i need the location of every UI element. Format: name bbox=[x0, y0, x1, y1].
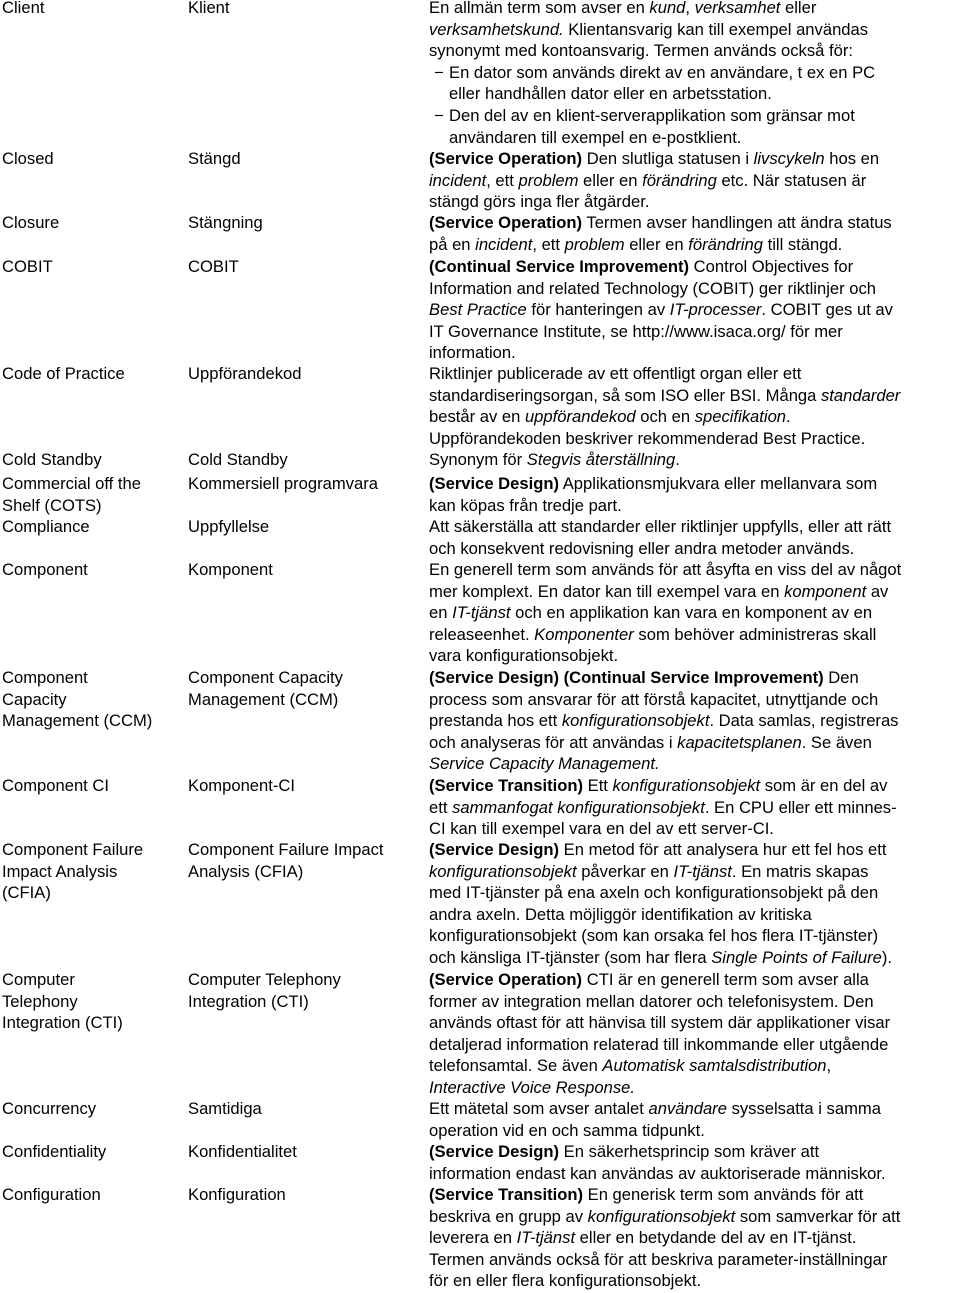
term-english-line: Cold Standby bbox=[2, 450, 102, 469]
term-english bbox=[2, 516, 178, 538]
definition-text: Uppförandekoden beskriver rekommenderad Best Practice. bbox=[429, 428, 866, 448]
glossary-reference: problem bbox=[564, 234, 625, 254]
term-swedish bbox=[188, 1184, 420, 1206]
term-english bbox=[2, 148, 178, 170]
definition-text: Klientansvarig kan till exempel användas bbox=[563, 19, 869, 39]
book-tag: (Service Design) bbox=[429, 1142, 560, 1161]
book-tag: (Continual Service Improvement) bbox=[429, 257, 690, 276]
definition-text: konfigurationsobjekt (som kan orsaka fel hos flera IT-tjänster) bbox=[429, 926, 879, 946]
term-definition bbox=[429, 212, 939, 255]
definition-text: Den slutliga statusen i bbox=[582, 149, 754, 168]
definition-line bbox=[429, 947, 939, 969]
term-swedish-line: Klient bbox=[188, 0, 230, 17]
glossary-reference: IT-tjänst bbox=[516, 1228, 576, 1248]
glossary-reference: användare bbox=[648, 1099, 727, 1118]
term-english-line: (CFIA) bbox=[2, 883, 51, 903]
definition-text: releaseenhet. bbox=[429, 624, 535, 644]
term-swedish-line: COBIT bbox=[188, 257, 239, 276]
definition-text: Termen används också för att beskriva parameter-inställningar bbox=[429, 1249, 888, 1269]
book-tag: (Service Transition) bbox=[429, 1185, 584, 1204]
definition-line bbox=[429, 363, 939, 385]
term-swedish bbox=[188, 559, 420, 581]
glossary-reference: kapacitetsplanen bbox=[677, 732, 802, 752]
term-english-line: Component bbox=[2, 560, 88, 579]
definition-line bbox=[429, 1227, 939, 1249]
definition-text: information endast kan användas av auktoriserade människor. bbox=[429, 1163, 886, 1183]
term-english bbox=[2, 473, 178, 516]
definition-line bbox=[429, 732, 939, 754]
glossary-reference: verksamhet bbox=[694, 0, 781, 17]
term-english bbox=[2, 256, 178, 278]
term-swedish bbox=[188, 1141, 420, 1163]
definition-line bbox=[429, 602, 939, 624]
definition-text: , bbox=[826, 1056, 832, 1076]
definition-text: beskriva en grupp av bbox=[429, 1206, 588, 1226]
glossary-reference: IT-tjänst bbox=[452, 603, 511, 623]
definition-text: Ett mätetal som avser antalet bbox=[429, 1099, 649, 1118]
definition-text: eller bbox=[780, 0, 817, 17]
term-swedish-line: Samtidiga bbox=[188, 1099, 262, 1118]
definition-text: hos en bbox=[824, 149, 880, 168]
definition-text: Applikationsmjukvara eller mellanvara som bbox=[559, 474, 878, 493]
definition-line bbox=[429, 385, 939, 407]
definition-line bbox=[429, 710, 939, 732]
definition-text: som behöver administreras skall bbox=[633, 624, 877, 644]
definition-text: former av integration mellan datorer och telefonisystem. Den bbox=[429, 991, 874, 1011]
definition-text: och konsekvent redovisning eller andra metoder används. bbox=[429, 538, 855, 558]
definition-text: för hanteringen av bbox=[526, 300, 670, 320]
definition-text: eller en betydande del av en IT-tjänst. bbox=[575, 1228, 857, 1248]
definition-text: Den del av en klient-serverapplikation som gränsar mot bbox=[449, 105, 855, 125]
glossary-reference: förändring bbox=[688, 234, 763, 254]
definition-text: Termen avser handlingen att ändra status bbox=[582, 213, 892, 232]
term-swedish-line: Component Capacity bbox=[188, 668, 343, 687]
term-english bbox=[2, 1098, 178, 1120]
glossary-reference: IT-processer bbox=[669, 300, 762, 320]
term-english-line: Closed bbox=[2, 149, 54, 168]
definition-line bbox=[429, 191, 939, 213]
term-english-line: Confidentiality bbox=[2, 1142, 107, 1161]
term-english-line: Compliance bbox=[2, 517, 90, 536]
definition-text: IT Governance Institute, se http://www.isaca.org/ för mer bbox=[429, 321, 843, 341]
term-swedish-line: Konfiguration bbox=[188, 1185, 286, 1204]
term-swedish bbox=[188, 0, 420, 19]
glossary-reference: Single Points of Failure bbox=[711, 947, 882, 967]
book-tag: (Service Design) (Continual Service Improvement) bbox=[429, 668, 824, 687]
definition-line bbox=[429, 861, 939, 883]
term-swedish-line: Uppförandekod bbox=[188, 364, 302, 383]
definition-text: telefonsamtal. Se även bbox=[429, 1056, 603, 1076]
definition-text: eller en bbox=[624, 234, 689, 254]
definition-line bbox=[429, 1098, 939, 1120]
definition-text: på en bbox=[429, 234, 476, 254]
definition-line bbox=[429, 581, 939, 603]
term-english-line: Computer bbox=[2, 970, 75, 989]
definition-text: Control Objectives for bbox=[689, 257, 854, 276]
definition-text: som samverkar för att bbox=[735, 1206, 901, 1226]
definition-line bbox=[429, 1184, 939, 1206]
definition-text: En allmän term som avser en bbox=[429, 0, 650, 17]
definition-text: av bbox=[866, 581, 889, 601]
term-english-line: Telephony bbox=[2, 991, 78, 1011]
term-english-line: Impact Analysis bbox=[2, 861, 118, 881]
definition-text: , ett bbox=[532, 234, 565, 254]
definition-text: sysselsatta i samma bbox=[726, 1099, 881, 1118]
term-english bbox=[2, 363, 178, 385]
definition-line bbox=[429, 127, 939, 149]
term-english-line: Component CI bbox=[2, 776, 109, 795]
term-english-line: Concurrency bbox=[2, 1099, 97, 1118]
glossary-reference: konfigurationsobjekt bbox=[561, 711, 710, 731]
book-tag: (Service Operation) bbox=[429, 149, 583, 168]
glossary-reference: Interactive Voice Response. bbox=[429, 1077, 635, 1097]
definition-line bbox=[429, 689, 939, 711]
definition-line bbox=[429, 882, 939, 904]
glossary-reference: specifikation bbox=[694, 407, 787, 427]
definition-text: Ett bbox=[583, 776, 613, 795]
definition-text: andra axeln. Detta möjliggör identifikation av kritiska bbox=[429, 904, 812, 924]
definition-text: en bbox=[429, 603, 453, 623]
book-tag: (Service Operation) bbox=[429, 970, 583, 989]
definition-text: . En matris skapas bbox=[731, 861, 869, 881]
term-english-line: Configuration bbox=[2, 1185, 101, 1204]
glossary-reference: Stegvis återställning bbox=[526, 450, 676, 469]
term-english bbox=[2, 449, 178, 471]
term-english bbox=[2, 212, 178, 234]
definition-line bbox=[429, 1034, 939, 1056]
definition-text: leverera en bbox=[429, 1228, 517, 1248]
term-definition bbox=[429, 1141, 939, 1184]
definition-line bbox=[429, 83, 939, 105]
glossary-reference: problem bbox=[518, 170, 579, 190]
definition-line bbox=[429, 342, 939, 364]
term-definition bbox=[429, 449, 939, 471]
term-swedish-line: Integration (CTI) bbox=[188, 991, 309, 1011]
definition-text: ). bbox=[881, 947, 892, 967]
definition-text: vara konfigurationsobjekt. bbox=[429, 646, 619, 666]
definition-line bbox=[429, 473, 939, 495]
term-english bbox=[2, 969, 178, 1034]
term-definition bbox=[429, 473, 939, 516]
definition-text: mer komplext. En dator kan till exempel vara en bbox=[429, 581, 785, 601]
definition-text: operation vid en och samma tidpunkt. bbox=[429, 1120, 705, 1140]
term-definition bbox=[429, 559, 939, 667]
term-swedish bbox=[188, 449, 420, 471]
term-english bbox=[2, 559, 178, 581]
definition-line bbox=[429, 667, 939, 689]
definition-text: och analyseras för att användas i bbox=[429, 732, 678, 752]
definition-line bbox=[429, 1055, 939, 1077]
definition-text: . bbox=[786, 407, 791, 427]
definition-text: och känsliga IT-tjänster (som har flera bbox=[429, 947, 712, 967]
term-english-line: Client bbox=[2, 0, 45, 17]
glossary-reference: incident bbox=[429, 170, 487, 190]
definition-text: påverkar en bbox=[576, 861, 674, 881]
definition-line bbox=[429, 170, 939, 192]
glossary-reference: livscykeln bbox=[753, 149, 825, 168]
definition-text: En generell term som används för att åsyfta en viss del av något bbox=[429, 560, 902, 579]
term-definition bbox=[429, 969, 939, 1099]
glossary-reference: förändring bbox=[642, 170, 717, 190]
term-english-line: Capacity bbox=[2, 689, 67, 709]
definition-line bbox=[429, 234, 939, 256]
glossary-reference: konfigurationsobjekt bbox=[612, 776, 761, 795]
definition-text: En dator som används direkt av en användare, t ex en PC bbox=[449, 62, 876, 82]
glossary-reference: Service Capacity Management. bbox=[429, 754, 660, 774]
term-swedish bbox=[188, 256, 420, 278]
definition-line bbox=[429, 775, 939, 797]
term-swedish-line: Cold Standby bbox=[188, 450, 288, 469]
term-english bbox=[2, 667, 178, 732]
definition-line bbox=[429, 538, 939, 560]
term-definition bbox=[429, 775, 939, 840]
term-swedish bbox=[188, 363, 420, 385]
term-english-line: COBIT bbox=[2, 257, 53, 276]
term-english bbox=[2, 1184, 178, 1206]
book-tag: (Service Design) bbox=[429, 840, 560, 859]
definition-line bbox=[429, 105, 939, 127]
definition-line bbox=[429, 148, 939, 170]
term-swedish bbox=[188, 516, 420, 538]
glossary-reference: konfigurationsobjekt bbox=[429, 861, 577, 881]
definition-line bbox=[429, 1270, 939, 1292]
term-swedish bbox=[188, 969, 420, 1012]
term-definition bbox=[429, 1184, 939, 1292]
term-english-line: Component bbox=[2, 668, 88, 687]
definition-text: och en applikation kan vara en komponent av en bbox=[510, 603, 873, 623]
glossary-reference: kund bbox=[649, 0, 686, 17]
glossary-reference: komponent bbox=[784, 581, 867, 601]
term-english-line: Shelf (COTS) bbox=[2, 495, 102, 515]
term-swedish-line: Konfidentialitet bbox=[188, 1142, 297, 1161]
term-definition bbox=[429, 363, 939, 449]
definition-line bbox=[429, 495, 939, 517]
definition-line bbox=[429, 559, 939, 581]
definition-text: ett bbox=[429, 797, 453, 817]
term-definition bbox=[429, 667, 939, 775]
term-english bbox=[2, 0, 178, 19]
glossary-reference: Best Practice bbox=[429, 300, 527, 320]
definition-line bbox=[429, 991, 939, 1013]
term-swedish-line: Komponent-CI bbox=[188, 776, 295, 795]
definition-line bbox=[429, 212, 939, 234]
term-english-line: Closure bbox=[2, 213, 60, 232]
definition-text: . Se även bbox=[801, 732, 872, 752]
term-english-line: Commercial off the bbox=[2, 474, 141, 493]
term-definition bbox=[429, 0, 939, 148]
term-swedish bbox=[188, 775, 420, 797]
definition-text: En generisk term som används för att bbox=[583, 1185, 864, 1204]
term-swedish-line: Computer Telephony bbox=[188, 970, 341, 989]
definition-text: eller en bbox=[578, 170, 643, 190]
definition-text: Information and related Technology (COBIT) ger riktlinjer och bbox=[429, 278, 877, 298]
definition-line bbox=[429, 278, 939, 300]
definition-line bbox=[429, 256, 939, 278]
definition-text: , bbox=[685, 0, 695, 17]
definition-line bbox=[429, 839, 939, 861]
term-english bbox=[2, 1141, 178, 1163]
definition-text: . En CPU eller ett minnes- bbox=[704, 797, 897, 817]
term-definition bbox=[429, 839, 939, 969]
definition-line bbox=[429, 321, 939, 343]
definition-line bbox=[429, 406, 939, 428]
term-swedish-line: Stängd bbox=[188, 149, 241, 168]
term-swedish bbox=[188, 839, 420, 882]
definition-line bbox=[429, 516, 939, 538]
definition-line bbox=[429, 1249, 939, 1271]
definition-line bbox=[429, 0, 939, 19]
term-english-line: Management (CCM) bbox=[2, 711, 153, 731]
definition-text: process som ansvarar för att förstå kapacitet, utnyttjande och bbox=[429, 689, 879, 709]
definition-text: består av en bbox=[429, 407, 525, 427]
definition-text: användaren till exempel en e-postklient. bbox=[449, 127, 742, 147]
definition-line bbox=[429, 818, 939, 840]
term-swedish-line: Uppfyllelse bbox=[188, 517, 270, 536]
definition-text: stängd görs inga fler åtgärder. bbox=[429, 192, 650, 212]
definition-line bbox=[429, 969, 939, 991]
definition-line bbox=[429, 19, 939, 41]
term-english-line: Code of Practice bbox=[2, 364, 125, 383]
definition-line bbox=[429, 1141, 939, 1163]
term-swedish bbox=[188, 212, 420, 234]
definition-text: eller handhållen dator eller en arbetsstation. bbox=[449, 84, 772, 104]
definition-text: . bbox=[675, 450, 680, 469]
definition-line bbox=[429, 1163, 939, 1185]
definition-text: . COBIT ges ut av bbox=[761, 300, 893, 320]
definition-text: CTI är en generell term som avser alla bbox=[582, 970, 869, 989]
definition-text: CI kan till exempel vara en del av ett server-CI. bbox=[429, 819, 774, 839]
definition-line bbox=[429, 645, 939, 667]
definition-line bbox=[429, 428, 939, 450]
list-dash: − bbox=[434, 105, 444, 125]
definition-text: för en eller flera konfigurationsobjekt. bbox=[429, 1271, 702, 1291]
glossary-reference: Automatisk samtalsdistribution bbox=[602, 1056, 827, 1076]
book-tag: (Service Operation) bbox=[429, 213, 583, 232]
definition-text: synonymt med kontoansvarig. Termen används också för: bbox=[429, 41, 853, 61]
glossary-reference: standarder bbox=[821, 385, 901, 405]
book-tag: (Service Design) bbox=[429, 474, 560, 493]
term-english-line: Component Failure bbox=[2, 840, 144, 859]
definition-text: , ett bbox=[486, 170, 519, 190]
glossary-reference: sammanfogat konfigurationsobjekt bbox=[452, 797, 705, 817]
definition-text: Den bbox=[823, 668, 859, 687]
definition-text: detaljerad information relaterad till inkommande eller utgående bbox=[429, 1034, 889, 1054]
definition-line bbox=[429, 40, 939, 62]
definition-line bbox=[429, 1206, 939, 1228]
definition-text: En metod för att analysera hur ett fel hos ett bbox=[559, 840, 887, 859]
definition-text: En säkerhetsprincip som kräver att bbox=[559, 1142, 820, 1161]
definition-line bbox=[429, 797, 939, 819]
glossary-reference: verksamhetskund. bbox=[429, 19, 564, 39]
term-swedish-line: Komponent bbox=[188, 560, 273, 579]
term-swedish-line: Management (CCM) bbox=[188, 689, 339, 709]
definition-text: kan köpas från tredje part. bbox=[429, 495, 622, 515]
term-english bbox=[2, 775, 178, 797]
definition-line bbox=[429, 1012, 939, 1034]
definition-text: Riktlinjer publicerade av ett offentligt organ eller ett bbox=[429, 364, 802, 383]
glossary-reference: uppförandekod bbox=[524, 407, 636, 427]
term-definition bbox=[429, 256, 939, 364]
definition-line bbox=[429, 1077, 939, 1099]
glossary-reference: Komponenter bbox=[534, 624, 634, 644]
definition-line bbox=[429, 1120, 939, 1142]
definition-text: standardiseringsorgan, så som ISO eller BSI. Många bbox=[429, 385, 821, 405]
definition-text: och en bbox=[635, 407, 695, 427]
term-swedish-line: Analysis (CFIA) bbox=[188, 861, 304, 881]
definition-line bbox=[429, 62, 939, 84]
definition-text: Att säkerställa att standarder eller riktlinjer uppfylls, eller att rätt bbox=[429, 517, 892, 536]
term-swedish bbox=[188, 148, 420, 170]
definition-line bbox=[429, 299, 939, 321]
term-definition bbox=[429, 1098, 939, 1141]
term-english bbox=[2, 839, 178, 904]
term-swedish bbox=[188, 1098, 420, 1120]
glossary-reference: incident bbox=[475, 234, 533, 254]
term-english-line: Integration (CTI) bbox=[2, 1013, 123, 1033]
definition-text: etc. När statusen är bbox=[716, 170, 867, 190]
term-definition bbox=[429, 516, 939, 559]
term-swedish-line: Stängning bbox=[188, 213, 263, 232]
definition-text: information. bbox=[429, 343, 516, 363]
definition-text: . Data samlas, registreras bbox=[709, 711, 899, 731]
term-swedish-line: Kommersiell programvara bbox=[188, 474, 378, 493]
term-swedish bbox=[188, 667, 420, 710]
definition-text: används oftast för att hänvisa till system där applikationer visar bbox=[429, 1013, 891, 1033]
definition-text: Synonym för bbox=[429, 450, 527, 469]
glossary-reference: IT-tjänst bbox=[673, 861, 732, 881]
term-definition bbox=[429, 148, 939, 213]
definition-line bbox=[429, 449, 939, 471]
definition-line bbox=[429, 624, 939, 646]
definition-line bbox=[429, 904, 939, 926]
definition-text: till stängd. bbox=[762, 234, 843, 254]
term-swedish-line: Component Failure Impact bbox=[188, 840, 384, 859]
definition-text: som är en del av bbox=[760, 776, 888, 795]
term-swedish bbox=[188, 473, 420, 495]
definition-line bbox=[429, 925, 939, 947]
glossary-reference: konfigurationsobjekt bbox=[587, 1206, 736, 1226]
definition-text: med IT-tjänster på ena axeln och konfigurationsobjekt på den bbox=[429, 883, 879, 903]
definition-line bbox=[429, 753, 939, 775]
definition-text: prestanda hos ett bbox=[429, 711, 562, 731]
book-tag: (Service Transition) bbox=[429, 776, 584, 795]
list-dash: − bbox=[434, 62, 444, 82]
